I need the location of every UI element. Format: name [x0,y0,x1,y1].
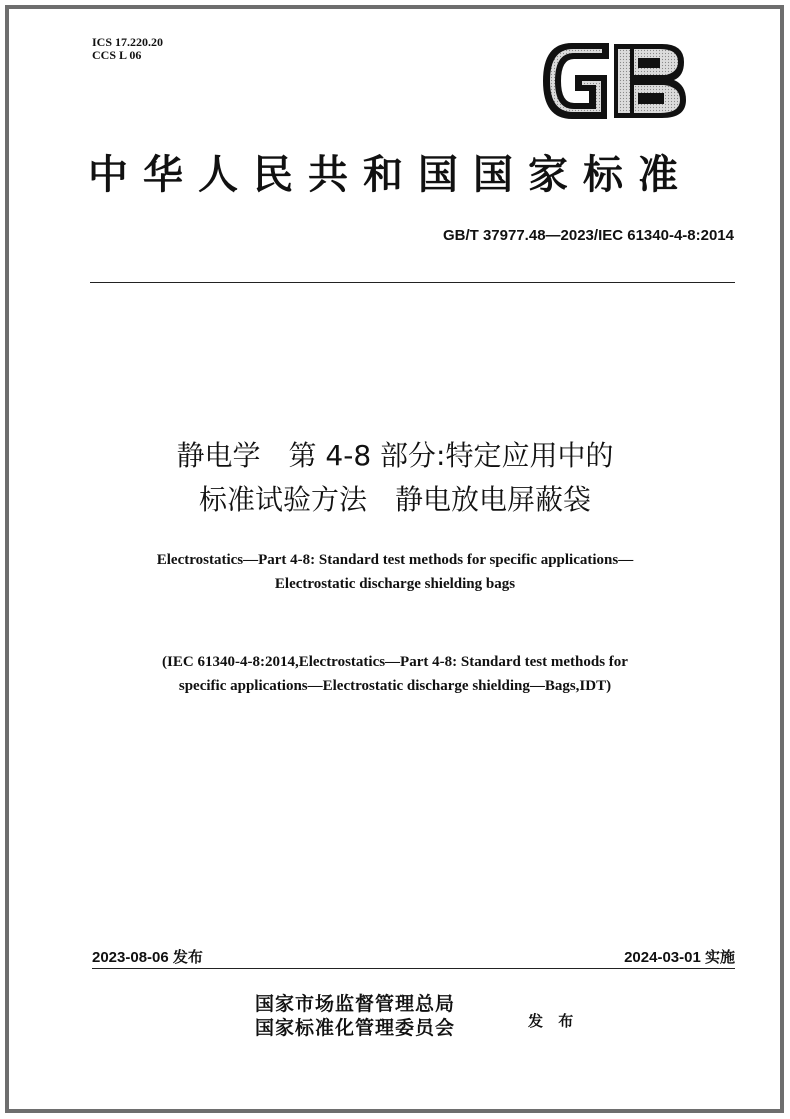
english-title-line2: Electrostatic discharge shielding bags [274,576,516,592]
equivalence-line1: (IEC 61340-4-8:2014,Electrostatics—Part 4-8: Standard test methods for [162,654,628,670]
divider-bottom [92,968,735,969]
publisher-sac: 国家标准化管理委员会 [255,1017,456,1039]
classification-codes [92,36,163,62]
issue-date: 2023-08-06 发布 [92,949,203,966]
standard-number: GB/T 37977.48—2023/IEC 61340-4-8:2014 [442,227,734,244]
national-standard-title: 中华人民共和国国家标准 [88,151,693,198]
gb-logo-icon [538,40,690,122]
divider-top [90,282,735,283]
publish-label: 发 布 [528,1012,579,1030]
ccs-code: CCS L 06 [92,48,142,62]
ics-code: ICS 17.220.20 [92,35,164,49]
english-title [0,548,790,596]
chinese-title-line2: 标准试验方法 静电放电屏蔽袋 [198,483,591,516]
publishers [255,992,455,1040]
equivalence-line2: specific applications—Electrostatic discharge shielding—Bags,IDT) [178,678,612,694]
english-title-line1: Electrostatics—Part 4-8: Standard test methods for specific applications— [156,552,634,568]
chinese-title-line1: 静电学 第 4-8 部分:特定应用中的 [176,439,614,472]
equivalence-statement [0,650,790,698]
implementation-date: 2024-03-01 实施 [624,949,735,966]
publisher-samr: 国家市场监督管理总局 [255,993,456,1015]
